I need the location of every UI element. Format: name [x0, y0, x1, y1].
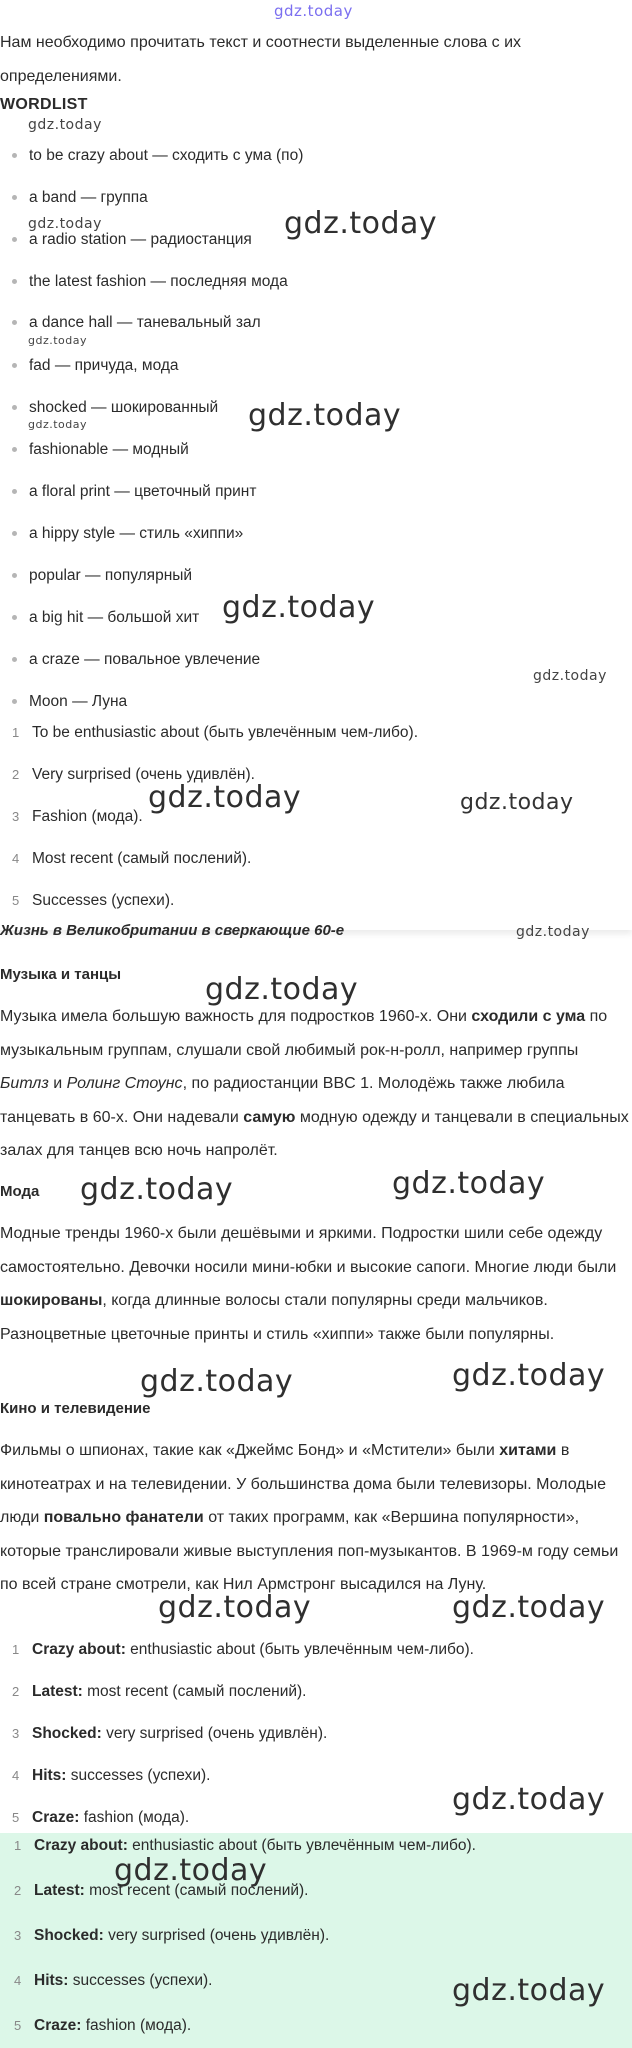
fashion-paragraph: Модные тренды 1960-х были дешёвыми и яркими. Подростки шили себе одежду самостоятельно. Девочки носили мини-юбки и высокие сапоги. Многие люди были шокированы, когда длинные волосы стали популярны среди мальчиков. Разноцветные цветочные принты и стиль «хиппи» также были популярны.: [0, 1225, 617, 1343]
wordlist-item: fad — причуда, мода: [12, 357, 179, 375]
bullet-icon: [12, 279, 17, 284]
bullet-icon: [12, 531, 17, 536]
answer-item: 5 Craze: fashion (мода).: [12, 1809, 190, 1826]
watermark: gdz.today: [452, 1358, 606, 1393]
music-paragraph: Музыка имела большую важность для подростков 1960-х. Они сходили с ума по музыкальным группам, слушали свой любимый рок-н-ролл, например группы Битлз и Ролинг Стоунс, по радиостанции BBC 1. Молодёжь также любила танцевать в 60-х. Они надевали самую модную одежду и танцевали в специальных залах для танцев всю ночь напролёт.: [0, 1008, 629, 1159]
definition-item: 4 Most recent (самый послений).: [12, 850, 252, 867]
watermark: gdz.today: [248, 398, 402, 433]
bullet-icon: [12, 320, 17, 325]
watermark: gdz.today: [452, 1590, 606, 1625]
wordlist-item: a hippy style — стиль «хиппи»: [12, 525, 243, 543]
wordlist-item: the latest fashion — последняя мода: [12, 273, 288, 291]
answer-item: 3 Shocked: very surprised (очень удивлён).: [14, 1927, 330, 1944]
answer-item: 4 Hits: successes (успехи).: [12, 1767, 211, 1784]
bullet-icon: [12, 573, 17, 578]
answer-item: 1 Crazy about: enthusiastic about (быть увлечённым чем-либо).: [14, 1837, 476, 1854]
bullet-icon: [12, 237, 17, 242]
wordlist-item: Moon — Луна: [12, 693, 127, 711]
watermark: gdz.today: [158, 1590, 312, 1625]
watermark: gdz.today: [274, 2, 353, 20]
wordlist-item: a big hit — большой хит: [12, 609, 199, 627]
watermark: gdz.today: [460, 790, 574, 815]
tv-paragraph: Фильмы о шпионах, такие как «Джеймс Бонд» и «Мстители» были хитами в кинотеатрах и на телевидении. У большинства дома были телевизоры. Молодые люди повально фанатели от таких программ, как «Вершина популярности», которые транслировали живые выступления поп-музыкантов. В 1969-м году семьи по всей стране смотрели, как Нил Армстронг высадился на Луну.: [0, 1442, 619, 1593]
watermark: gdz.today: [28, 334, 88, 347]
article-title: Жизнь в Великобритании в сверкающие 60-е: [0, 922, 345, 939]
wordlist-item: fashionable — модный: [12, 441, 189, 459]
wordlist-heading: WORDLIST: [0, 96, 88, 113]
answer-item: 1 Crazy about: enthusiastic about (быть увлечённым чем-либо).: [12, 1641, 474, 1658]
watermark: gdz.today: [114, 1853, 268, 1888]
wordlist-item: a dance hall — таневальный зал: [12, 314, 261, 332]
watermark: gdz.today: [222, 590, 376, 625]
bullet-icon: [12, 657, 17, 662]
highlighted-word: хитами: [499, 1442, 557, 1459]
highlighted-word: шокированы: [0, 1292, 103, 1309]
definition-item: 5 Successes (успехи).: [12, 892, 175, 909]
bullet-icon: [12, 699, 17, 704]
wordlist-item: to be crazy about — сходить с ума (по): [12, 147, 303, 165]
highlighted-word: самую: [243, 1108, 296, 1126]
watermark: gdz.today: [148, 780, 302, 815]
fashion-heading: Мода: [0, 1183, 40, 1200]
watermark: gdz.today: [452, 1782, 606, 1817]
answer-item: 5 Craze: fashion (мода).: [14, 2017, 192, 2034]
definition-item: 1 To be enthusiastic about (быть увлечённым чем-либо).: [12, 724, 419, 741]
answer-item: 3 Shocked: very surprised (очень удивлён).: [12, 1725, 328, 1742]
watermark: gdz.today: [28, 216, 102, 232]
bullet-icon: [12, 489, 17, 494]
wordlist-item: a band — группа: [12, 189, 148, 207]
watermark: gdz.today: [533, 668, 607, 684]
definition-item: 2 Very surprised (очень удивлён).: [12, 766, 255, 783]
tv-heading: Кино и телевидение: [0, 1400, 151, 1417]
bullet-icon: [12, 615, 17, 620]
bullet-icon: [12, 363, 17, 368]
watermark: gdz.today: [392, 1166, 546, 1201]
highlighted-word: повально фанатели: [43, 1509, 204, 1526]
wordlist-item: shocked — шокированный: [12, 399, 218, 417]
music-heading: Музыка и танцы: [0, 966, 122, 983]
bullet-icon: [12, 153, 17, 158]
bullet-icon: [12, 405, 17, 410]
answer-item: 4 Hits: successes (успехи).: [14, 1972, 213, 1989]
wordlist-item: popular — популярный: [12, 567, 192, 585]
watermark: gdz.today: [452, 1973, 606, 2008]
definition-item: 3 Fashion (мода).: [12, 808, 143, 825]
answer-item: 2 Latest: most recent (самый послений).: [12, 1683, 307, 1700]
watermark: gdz.today: [80, 1172, 234, 1207]
watermark: gdz.today: [140, 1364, 294, 1399]
watermark: gdz.today: [28, 117, 102, 133]
wordlist-item: a floral print — цветочный принт: [12, 483, 256, 501]
wordlist-card: [0, 0, 632, 930]
watermark: gdz.today: [28, 418, 88, 431]
answer-item: 2 Latest: most recent (самый послений).: [14, 1882, 309, 1899]
watermark: gdz.today: [284, 206, 438, 241]
watermark: gdz.today: [516, 924, 590, 940]
watermark: gdz.today: [205, 972, 359, 1007]
bullet-icon: [12, 447, 17, 452]
answer-box: [0, 1833, 632, 2048]
task-intro: Нам необходимо прочитать текст и соотнести выделенные слова с их определениями.: [0, 34, 522, 85]
wordlist-item: a radio station — радиостанция: [12, 231, 252, 249]
highlighted-word: сходили с ума: [471, 1008, 586, 1025]
bullet-icon: [12, 195, 17, 200]
wordlist-item: a craze — повальное увлечение: [12, 651, 260, 669]
